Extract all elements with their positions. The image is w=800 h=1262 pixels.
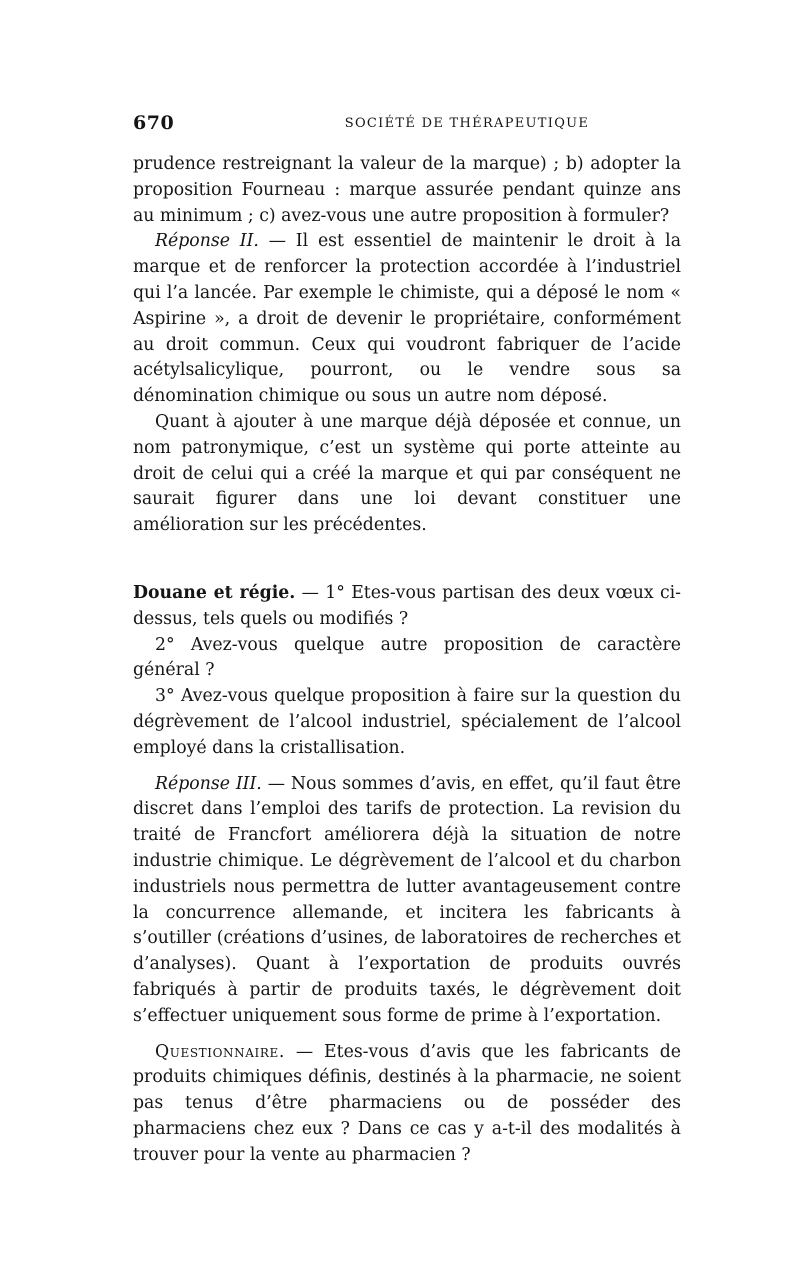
paragraph-text: 3° Avez-vous quelque proposition à faire sur la question du dégrèvement de l’alcool industriel, spécialement de l’alcool employé dans la cristallisation. [133, 686, 681, 758]
paragraph-label: Réponse III. [155, 773, 262, 794]
section-spacer [133, 539, 681, 581]
paragraph-text: — Etes-vous d’avis que les fabricants de produits chimiques définis, destinés à la pharmacie, ne soient pas tenus d’être pharmaciens ou de posséder des pharmaciens chez eux ? Dans ce cas y a-t-il des modalités à trouver pour la vente au pharmacien ? [133, 1041, 681, 1165]
paragraph-text: — Nous sommes d’avis, en effet, qu’il faut être discret dans l’emploi des tarifs de protection. La revision du traité de Francfort améliorera déjà la situation de notre industrie chimique. Le dégrèvement de l’alcool et du charbon industriels nous permettra de lutter avantageusement contre la concurrence allemande, et incitera les fabricants à s’outiller (créations d’usines, de laboratoires de recherches et d’analyses). Quant à l’exportation de produits ouvrés fabriqués à partir de produits taxés, le dégrèvement doit s’effectuer uniquement sous forme de prime à l’exportation. [133, 773, 681, 1026]
paragraph-reponse-iii [133, 772, 681, 1030]
paragraph-label: Réponse II. [155, 231, 259, 252]
section-heading: Douane et régie. [133, 582, 296, 603]
paragraph-label: Questionnaire. [155, 1041, 285, 1062]
paragraph-continuation [133, 152, 681, 229]
running-head: SOCIÉTÉ DE THÉRAPEUTIQUE [344, 116, 590, 131]
paragraph-text: — Il est essentiel de maintenir le droit à la marque et de renforcer la protection accordée à l’industriel qui l’a lancée. Par exemple le chimiste, qui a déposé le nom « Aspirine », a droit de devenir le propriétaire, conformément au droit commun. Ceux qui voudront fabriquer de l’acide acétylsalicylique, pourront, ou le vendre sous sa dénomination chimique ou sous un autre nom déposé. [133, 231, 681, 407]
paragraph-text: — 1° Etes-vous partisan des deux vœux ci-dessus, tels quels ou modifiés ? [133, 582, 681, 629]
paragraph-text: 2° Avez-vous quelque autre proposition de caractère général ? [133, 634, 681, 681]
body-text [133, 152, 681, 1168]
paragraph-spacer [133, 1030, 681, 1040]
paragraph-douane-regie [133, 581, 681, 633]
paragraph-questionnaire [133, 1040, 681, 1169]
page-header [133, 112, 681, 142]
paragraph-reponse-ii [133, 229, 681, 410]
paragraph-text: Quant à ajouter à une marque déjà déposée et connue, un nom patronymique, c’est un système qui porte atteinte au droit de celui qui a créé la marque et qui par conséquent ne saurait figurer dans une loi devant constituer une amélioration sur les précédentes. [133, 411, 681, 536]
page-number: 670 [133, 112, 175, 134]
paragraph-spacer [133, 762, 681, 772]
paragraph-question-3 [133, 684, 681, 761]
paragraph-marque-patronymique [133, 410, 681, 539]
paragraph-question-2 [133, 633, 681, 685]
paragraph-text: prudence restreignant la valeur de la marque) ; b) adopter la proposition Fourneau : marque assurée pendant quinze ans au minimum ; c) avez-vous une autre proposition à formuler? [133, 154, 681, 226]
